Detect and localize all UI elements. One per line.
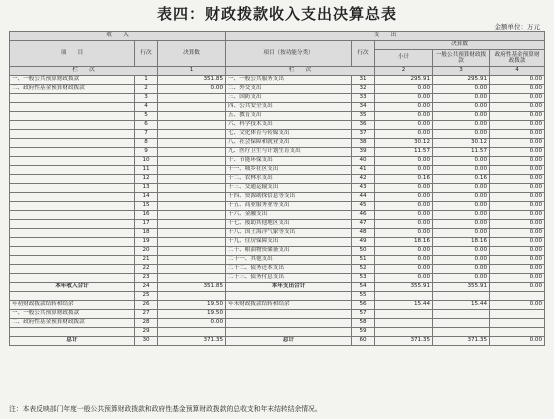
expense-line-cell: 44 [352,193,375,202]
expense-item-cell [226,292,352,301]
income-line-cell: 27 [135,310,158,319]
income-item-cell [10,292,135,301]
expense-general-cell: 15.44 [433,301,490,310]
expense-item-header: 项目（按功能分类） [226,41,352,67]
expense-subtotal-cell [375,310,433,319]
income-amount-cell [158,229,226,238]
table-row [10,211,545,220]
income-amount-cell [158,292,226,301]
income-amount-cell [158,121,226,130]
income-line-cell: 11 [135,166,158,175]
income-amount-cell [158,220,226,229]
income-line-cell: 9 [135,148,158,157]
table-row [10,139,545,148]
expense-fund-cell: 0.00 [490,139,545,148]
table-row [10,121,545,130]
expense-general-cell: 295.91 [433,76,490,85]
income-item-cell [10,265,135,274]
expense-subtotal-cell: 0.00 [375,157,433,166]
table-row [10,283,545,292]
expense-line-cell: 51 [352,256,375,265]
income-line-cell: 7 [135,130,158,139]
income-item-cell [10,238,135,247]
expense-fund-cell: 0.00 [490,76,545,85]
expense-fund-cell: 0.00 [490,211,545,220]
income-item-cell [10,148,135,157]
expense-header: 支 出 [226,32,545,41]
expense-general-cell: 0.16 [433,175,490,184]
income-item-cell [10,247,135,256]
income-amount-cell [158,139,226,148]
expense-item-cell [226,319,352,328]
income-item-cell [10,130,135,139]
expense-item-cell: 二十二、债务还本支出 [226,265,352,274]
expense-general-cell: 0.00 [433,265,490,274]
footnote: 注：本表反映部门年度一般公共预算财政拨款和政府性基金预算财政拨款的总收支和年末结转结余情况。 [9,405,322,413]
table-row [10,202,545,211]
expense-general-cell [433,310,490,319]
income-amount-cell [158,211,226,220]
col-index: 1 [158,67,226,76]
income-item-cell: 本年收入合计 [10,283,135,292]
expense-subtotal-cell: 0.00 [375,211,433,220]
table-row [10,166,545,175]
income-item-cell [10,202,135,211]
expense-line-cell: 34 [352,103,375,112]
income-item-cell [10,166,135,175]
expense-fund-cell: 0.00 [490,112,545,121]
expense-fund-cell [490,328,545,337]
table-row [10,229,545,238]
expense-line-cell: 36 [352,121,375,130]
income-line-cell: 20 [135,247,158,256]
expense-subtotal-cell: 0.00 [375,274,433,283]
expense-line-cell: 49 [352,238,375,247]
expense-line-cell: 50 [352,247,375,256]
income-item-cell [10,184,135,193]
expense-subtotal-cell: 0.16 [375,175,433,184]
expense-line-cell: 54 [352,283,375,292]
expense-line-cell: 60 [352,337,375,346]
table-row [10,94,545,103]
income-line-cell: 13 [135,184,158,193]
fund-budget-header: 政府性基金预算财政拨款 [490,50,545,67]
expense-subtotal-cell: 0.00 [375,256,433,265]
expense-fund-cell: 0.00 [490,247,545,256]
table-row [10,301,545,310]
expense-line-cell: 48 [352,229,375,238]
expense-item-cell: 十、节能环保支出 [226,157,352,166]
expense-subtotal-cell: 0.00 [375,184,433,193]
table-row [10,328,545,337]
expense-general-cell: 0.00 [433,85,490,94]
expense-fund-cell: 0.00 [490,184,545,193]
expense-fund-cell [490,310,545,319]
income-amount-cell [158,112,226,121]
expense-line-header: 行次 [352,41,375,67]
col-row-label: 栏 次 [10,67,158,76]
expense-item-cell: 七、文化体育与传媒支出 [226,130,352,139]
expense-general-cell: 355.91 [433,283,490,292]
expense-subtotal-cell: 355.91 [375,283,433,292]
income-amount-cell [158,274,226,283]
expense-subtotal-cell: 0.00 [375,229,433,238]
income-item-header: 项 目 [10,41,135,67]
expense-fund-cell: 0.00 [490,301,545,310]
expense-general-cell: 0.00 [433,166,490,175]
income-line-cell: 30 [135,337,158,346]
expense-item-cell: 四、公共安全支出 [226,103,352,112]
income-line-cell: 26 [135,301,158,310]
table-row [10,274,545,283]
expense-fund-cell: 0.00 [490,229,545,238]
income-amount-cell [158,265,226,274]
expense-line-cell: 57 [352,310,375,319]
income-line-cell: 24 [135,283,158,292]
income-line-cell: 2 [135,85,158,94]
income-item-cell [10,121,135,130]
income-amount-cell: 371.35 [158,337,226,346]
income-item-cell [10,112,135,121]
income-item-cell [10,94,135,103]
expense-item-cell: 十七、援助其他地区支出 [226,220,352,229]
expense-general-cell [433,328,490,337]
expense-line-cell: 43 [352,184,375,193]
expense-subtotal-cell [375,328,433,337]
income-amount-cell [158,94,226,103]
income-line-cell: 18 [135,229,158,238]
income-line-cell: 29 [135,328,158,337]
income-header: 收 入 [10,32,226,41]
expense-general-cell: 0.00 [433,130,490,139]
expense-item-cell: 十八、国土海洋气象等支出 [226,229,352,238]
expense-subtotal-cell: 0.00 [375,166,433,175]
income-amount-cell [158,148,226,157]
expense-general-cell: 18.16 [433,238,490,247]
expense-line-cell: 55 [352,292,375,301]
income-amount-cell: 0.00 [158,319,226,328]
income-item-cell [10,175,135,184]
expense-item-cell: 二、外交支出 [226,85,352,94]
income-line-cell: 25 [135,292,158,301]
income-line-cell: 12 [135,175,158,184]
expense-general-cell: 11.57 [433,148,490,157]
expense-general-cell: 0.00 [433,211,490,220]
expense-fund-cell: 0.00 [490,85,545,94]
col-index: 2 [375,67,433,76]
expense-line-cell: 53 [352,274,375,283]
income-line-cell: 1 [135,76,158,85]
expense-general-cell: 0.00 [433,121,490,130]
expense-general-cell: 0.00 [433,157,490,166]
expense-item-cell: 九、医疗卫生与计划生育支出 [226,148,352,157]
expense-item-cell: 总计 [226,337,352,346]
income-item-cell: 一、一般公共预算财政拨款 [10,310,135,319]
income-item-cell [10,274,135,283]
table-row [10,130,545,139]
income-item-cell [10,220,135,229]
expense-fund-cell: 0.00 [490,166,545,175]
income-amount-cell: 351.85 [158,76,226,85]
expense-general-cell: 0.00 [433,103,490,112]
income-item-cell [10,229,135,238]
expense-fund-cell: 0.00 [490,148,545,157]
expense-line-cell: 52 [352,265,375,274]
col-index: 4 [490,67,545,76]
expense-line-cell: 39 [352,148,375,157]
expense-line-cell: 31 [352,76,375,85]
expense-fund-cell: 0.00 [490,193,545,202]
expense-line-cell: 56 [352,301,375,310]
table-row [10,148,545,157]
table-row [10,103,545,112]
expense-fund-cell: 0.00 [490,202,545,211]
income-amount-cell [158,184,226,193]
expense-subtotal-cell: 18.16 [375,238,433,247]
table-row [10,112,545,121]
income-amount-cell: 0.00 [158,85,226,94]
expense-general-cell [433,319,490,328]
table-row [10,184,545,193]
expense-general-cell: 0.00 [433,202,490,211]
unit-label: 金额单位：万元 [494,23,540,31]
income-line-cell: 19 [135,238,158,247]
expense-line-cell: 32 [352,85,375,94]
table-row [10,76,545,85]
income-line-cell: 10 [135,157,158,166]
expense-fund-cell: 0.00 [490,274,545,283]
table-row [10,310,545,319]
expense-fund-cell: 0.00 [490,103,545,112]
income-line-cell: 6 [135,121,158,130]
table-body [10,76,545,346]
expense-fund-cell [490,319,545,328]
expense-fund-cell: 0.00 [490,157,545,166]
expense-general-cell: 0.00 [433,184,490,193]
income-line-cell: 3 [135,94,158,103]
table-row [10,265,545,274]
expense-general-cell: 0.00 [433,94,490,103]
table-row [10,256,545,265]
expense-general-cell [433,292,490,301]
expense-line-cell: 37 [352,130,375,139]
expense-general-cell: 0.00 [433,256,490,265]
income-amount-cell [158,247,226,256]
income-line-cell: 5 [135,112,158,121]
expense-item-cell [226,310,352,319]
expense-fund-cell: 0.00 [490,337,545,346]
expense-item-cell: 十四、资源勘探信息等支出 [226,193,352,202]
expense-subtotal-cell: 30.12 [375,139,433,148]
income-amount-cell [158,256,226,265]
income-item-cell [10,103,135,112]
expense-general-cell: 0.00 [433,112,490,121]
expense-item-cell: 年末财政拨款结转和结余 [226,301,352,310]
expense-subtotal-cell: 0.00 [375,193,433,202]
table-row [10,193,545,202]
expense-fund-cell: 0.00 [490,130,545,139]
expense-general-cell: 30.12 [433,139,490,148]
income-line-cell: 15 [135,202,158,211]
table-row [10,247,545,256]
expense-line-cell: 33 [352,94,375,103]
expense-item-cell: 十一、城乡社区支出 [226,166,352,175]
expense-subtotal-cell: 0.00 [375,112,433,121]
expense-general-cell: 0.00 [433,193,490,202]
income-amount-cell: 19.50 [158,310,226,319]
expense-subtotal-cell: 0.00 [375,103,433,112]
expense-item-cell: 本年支出合计 [226,283,352,292]
expense-fund-cell: 0.00 [490,265,545,274]
expense-subtotal-cell: 0.00 [375,85,433,94]
table-row [10,175,545,184]
expense-fund-cell: 0.00 [490,220,545,229]
expense-general-cell: 371.35 [433,337,490,346]
expense-item-cell: 三、国防支出 [226,94,352,103]
expense-subtotal-cell: 0.00 [375,94,433,103]
expense-fund-cell: 0.00 [490,94,545,103]
expense-fund-cell: 0.00 [490,175,545,184]
expense-item-cell: 十九、住房保障支出 [226,238,352,247]
expense-item-cell: 十六、金融支出 [226,211,352,220]
income-amount-cell [158,328,226,337]
expense-line-cell: 47 [352,220,375,229]
income-item-cell [10,193,135,202]
expense-subtotal-cell: 15.44 [375,301,433,310]
expense-subtotal-cell [375,292,433,301]
income-line-cell: 17 [135,220,158,229]
expense-subtotal-cell: 0.00 [375,247,433,256]
expense-item-cell: 十三、交通运输支出 [226,184,352,193]
expense-line-cell: 46 [352,211,375,220]
income-amount-cell [158,238,226,247]
general-budget-header: 一般公共预算财政拨款 [433,50,490,67]
expense-item-cell: 二十三、债务付息支出 [226,274,352,283]
income-amount-cell [158,166,226,175]
expense-item-cell: 八、社会保障和就业支出 [226,139,352,148]
expense-general-cell: 0.00 [433,220,490,229]
expense-line-cell: 59 [352,328,375,337]
expense-item-cell: 五、教育支出 [226,112,352,121]
expense-subtotal-cell: 295.91 [375,76,433,85]
income-line-cell: 21 [135,256,158,265]
expense-item-cell: 十二、农林水支出 [226,175,352,184]
expense-general-cell: 0.00 [433,274,490,283]
expense-item-cell: 十五、商业服务业等支出 [226,202,352,211]
table-row [10,220,545,229]
income-item-cell: 一、一般公共预算财政拨款 [10,76,135,85]
expense-item-cell: 六、科学技术支出 [226,121,352,130]
expense-subtotal-cell: 0.00 [375,202,433,211]
expense-subtotal-cell: 371.35 [375,337,433,346]
expense-line-cell: 42 [352,175,375,184]
expense-item-cell: 一、一般公共服务支出 [226,76,352,85]
expense-item-cell: 二十、粮油物资储备支出 [226,247,352,256]
subtotal-header: 小计 [375,50,433,67]
income-item-cell [10,256,135,265]
expense-general-cell: 0.00 [433,229,490,238]
expense-subtotal-cell: 0.00 [375,121,433,130]
expense-fund-cell: 0.00 [490,283,545,292]
table-row [10,337,545,346]
income-line-cell: 14 [135,193,158,202]
expense-line-cell: 38 [352,139,375,148]
income-amount-cell: 351.85 [158,283,226,292]
income-amount-cell: 19.50 [158,301,226,310]
income-amount-cell [158,202,226,211]
expense-subtotal-cell: 0.00 [375,130,433,139]
income-amount-cell [158,130,226,139]
expense-line-cell: 40 [352,157,375,166]
income-line-cell: 8 [135,139,158,148]
expense-subtotal-cell: 0.00 [375,265,433,274]
expense-item-cell [226,328,352,337]
col-row-label: 栏 次 [226,67,375,76]
income-item-cell [10,211,135,220]
table-row [10,319,545,328]
expense-subtotal-cell [375,319,433,328]
expense-general-cell: 0.00 [433,247,490,256]
table-row [10,292,545,301]
expense-subtotal-cell: 0.00 [375,220,433,229]
expense-fund-cell: 0.00 [490,256,545,265]
expense-fund-cell: 0.00 [490,121,545,130]
expense-line-cell: 45 [352,202,375,211]
table-row [10,157,545,166]
income-line-cell: 16 [135,211,158,220]
income-amount-cell [158,103,226,112]
income-amount-header: 决算数 [158,41,226,67]
col-index: 3 [433,67,490,76]
expense-amount-header: 决算数 [375,41,545,50]
income-item-cell [10,139,135,148]
table-row [10,85,545,94]
expense-line-cell: 58 [352,319,375,328]
income-amount-cell [158,175,226,184]
expense-line-cell: 35 [352,112,375,121]
expense-fund-cell [490,292,545,301]
expense-line-cell: 41 [352,166,375,175]
income-line-cell: 4 [135,103,158,112]
income-line-cell: 22 [135,265,158,274]
expense-subtotal-cell: 11.57 [375,148,433,157]
income-line-cell: 23 [135,274,158,283]
final-accounts-table [9,31,545,346]
income-amount-cell [158,157,226,166]
expense-item-cell: 二十一、其他支出 [226,256,352,265]
income-item-cell: 总计 [10,337,135,346]
page-title: 表四：财政拨款收入支出决算总表 [156,5,397,23]
income-item-cell [10,328,135,337]
income-item-cell: 二、政府性基金预算财政拨款 [10,319,135,328]
income-item-cell: 年初财政拨款结转和结余 [10,301,135,310]
table-row [10,238,545,247]
income-line-header: 行次 [135,41,158,67]
income-item-cell: 二、政府性基金预算财政拨款 [10,85,135,94]
income-item-cell [10,157,135,166]
income-line-cell: 28 [135,319,158,328]
expense-fund-cell: 0.00 [490,238,545,247]
income-amount-cell [158,193,226,202]
